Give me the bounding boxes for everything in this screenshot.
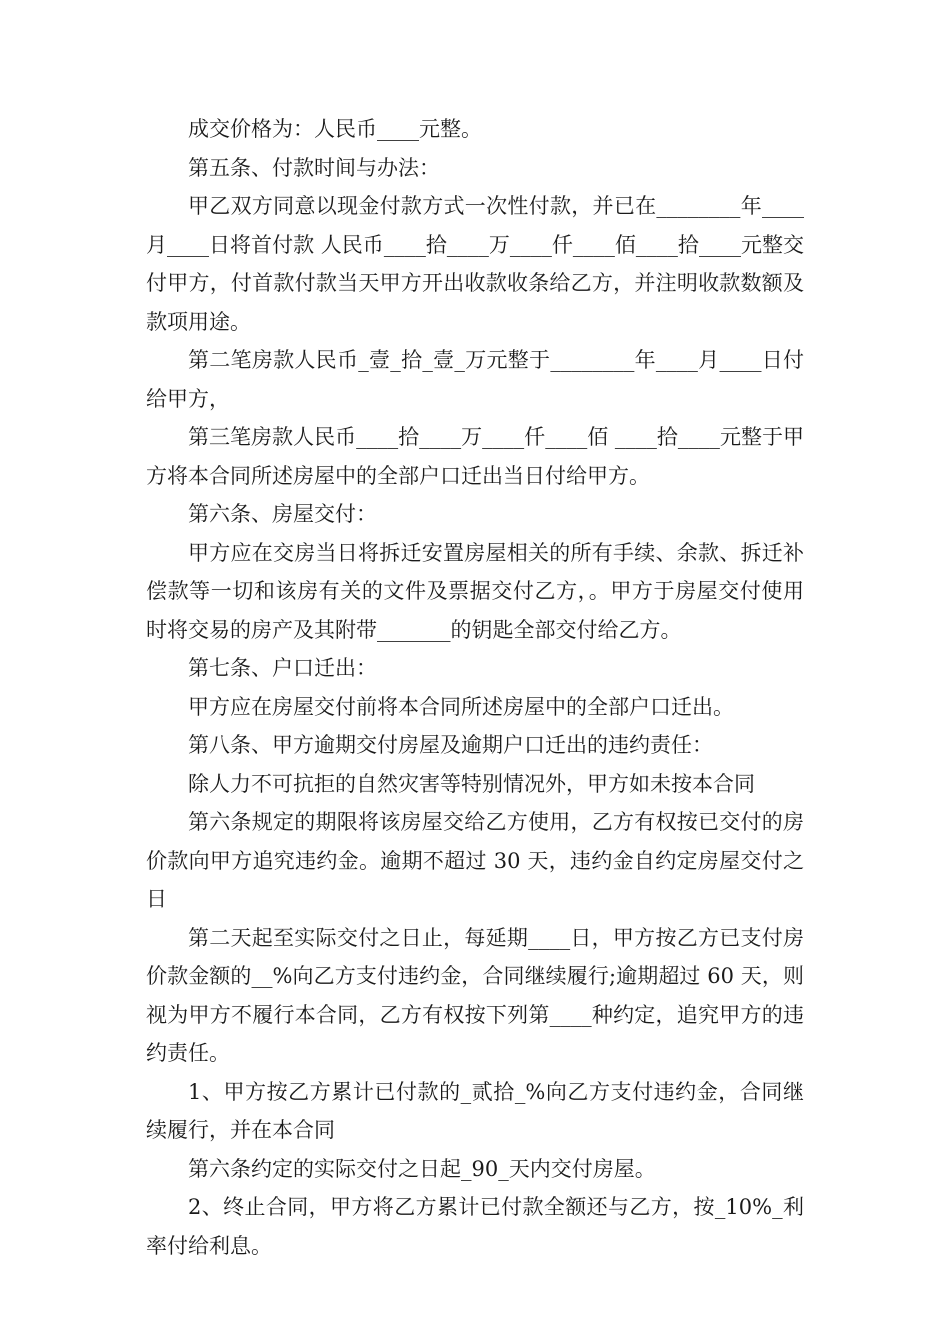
- paragraph-second-payment: 第二笔房款人民币_壹_拾_壹_万元整于________年____月____日付给甲方，: [146, 348, 804, 411]
- heading-article-7: 第七条、户口迁出：: [188, 656, 377, 680]
- paragraph-option-1: 1、甲方按乙方累计已付款的_贰拾_%向乙方支付违约金，合同继续履行，并在本合同: [146, 1079, 804, 1142]
- paragraph-force-majeure: 除人力不可抗拒的自然灾害等特别情况外，甲方如未按本合同: [188, 771, 755, 796]
- paragraph-option-2: 2、终止合同，甲方将乙方累计已付款全额还与乙方，按_10%_利率付给利息。: [146, 1195, 804, 1258]
- heading-article-6: 第六条、房屋交付：: [188, 502, 377, 526]
- paragraph-first-payment: 甲乙双方同意以现金付款方式一次性付款，并已在________年____月____日将首付款 人民币____拾____万____仟____佰____拾____元整交付甲方，付首款付款当天甲方开出收款收条给乙方，并注明收款数额及款项用途。: [146, 194, 804, 334]
- paragraph-option-1-cont: 第六条约定的实际交付之日起_90_天内交付房屋。: [188, 1156, 656, 1181]
- paragraph-penalty-2: 第二天起至实际交付之日止，每延期____日，甲方按乙方已支付房价款金额的__%向乙方支付违约金，合同继续履行;逾期超过 60 天，则视为甲方不履行本合同，乙方有权按下列第____种约定，追究甲方的违约责任。: [146, 925, 804, 1065]
- paragraph-household-move: 甲方应在房屋交付前将本合同所述房屋中的全部户口迁出。: [188, 694, 734, 719]
- paragraph-price: 成交价格为：人民币____元整。: [188, 117, 482, 141]
- paragraph-handover: 甲方应在交房当日将拆迁安置房屋相关的所有手续、余款、拆迁补偿款等一切和该房有关的文件及票据交付乙方，。甲方于房屋交付使用时将交易的房产及其附带_______的钥匙全部交付给乙方。: [146, 540, 804, 642]
- heading-article-5: 第五条、付款时间与办法：: [188, 155, 440, 180]
- paragraph-penalty-1: 第六条规定的期限将该房屋交给乙方使用，乙方有权按已交付的房价款向甲方追究违约金。逾期不超过 30 天，违约金自约定房屋交付之日: [146, 810, 804, 911]
- paragraph-third-payment: 第三笔房款人民币____拾____万____仟____佰 ____拾____元整于甲方将本合同所述房屋中的全部户口迁出当日付给甲方。: [146, 425, 804, 488]
- heading-article-8: 第八条、甲方逾期交付房屋及逾期户口迁出的违约责任：: [188, 733, 713, 757]
